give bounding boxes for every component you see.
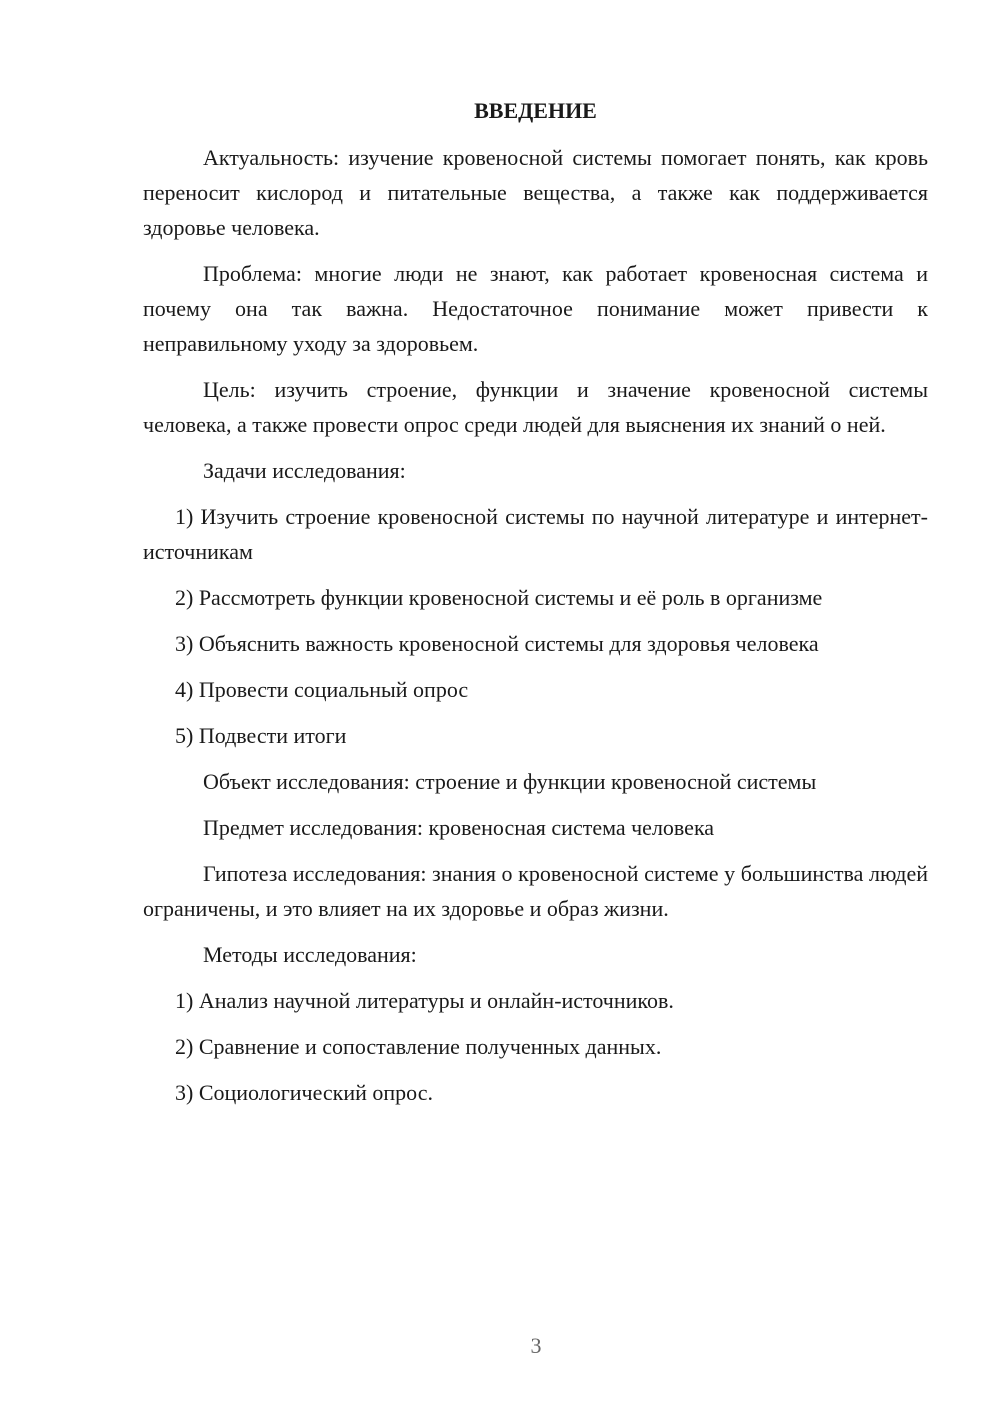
paragraph-methods-heading: Методы исследования: (203, 942, 417, 967)
method-item-3: 3) Социологический опрос. (175, 1080, 433, 1105)
method-item-1: 1) Анализ научной литературы и онлайн-источников. (175, 988, 674, 1013)
method-item-2: 2) Сравнение и сопоставление полученных данных. (175, 1034, 662, 1059)
task-item-5: 5) Подвести итоги (175, 723, 347, 748)
task-item-4: 4) Провести социальный опрос (175, 677, 469, 702)
paragraph-problem: Проблема: многие люди не знают, как работает кровеносная система и почему она так важна. Недостаточное понимание может привести к неправильному уходу за здоровьем. (143, 261, 928, 356)
document-page (143, 96, 928, 1121)
paragraph-subject: Предмет исследования: кровеносная система человека (203, 815, 715, 840)
paragraph-goal: Цель: изучить строение, функции и значение кровеносной системы человека, а также провести опрос среди людей для выяснения их знаний о ней. (143, 377, 928, 437)
page-number: 3 (530, 1333, 542, 1358)
paragraph-relevance: Актуальность: изучение кровеносной системы помогает понять, как кровь переносит кислород и питательные вещества, а также как поддерживается здоровье человека. (143, 145, 928, 240)
paragraph-object: Объект исследования: строение и функции кровеносной системы (203, 769, 817, 794)
paragraph-hypothesis: Гипотеза исследования: знания о кровеносной системе у большинства людей ограничены, и это влияет на их здоровье и образ жизни. (143, 861, 928, 921)
task-item-3: 3) Объяснить важность кровеносной системы для здоровья человека (175, 631, 819, 656)
task-item-1: 1) Изучить строение кровеносной системы по научной литературе и интернет-источникам (143, 504, 928, 564)
section-title: ВВЕДЕНИЕ (474, 98, 597, 123)
task-item-2: 2) Рассмотреть функции кровеносной системы и её роль в организме (175, 585, 823, 610)
paragraph-tasks-heading: Задачи исследования: (203, 458, 406, 483)
